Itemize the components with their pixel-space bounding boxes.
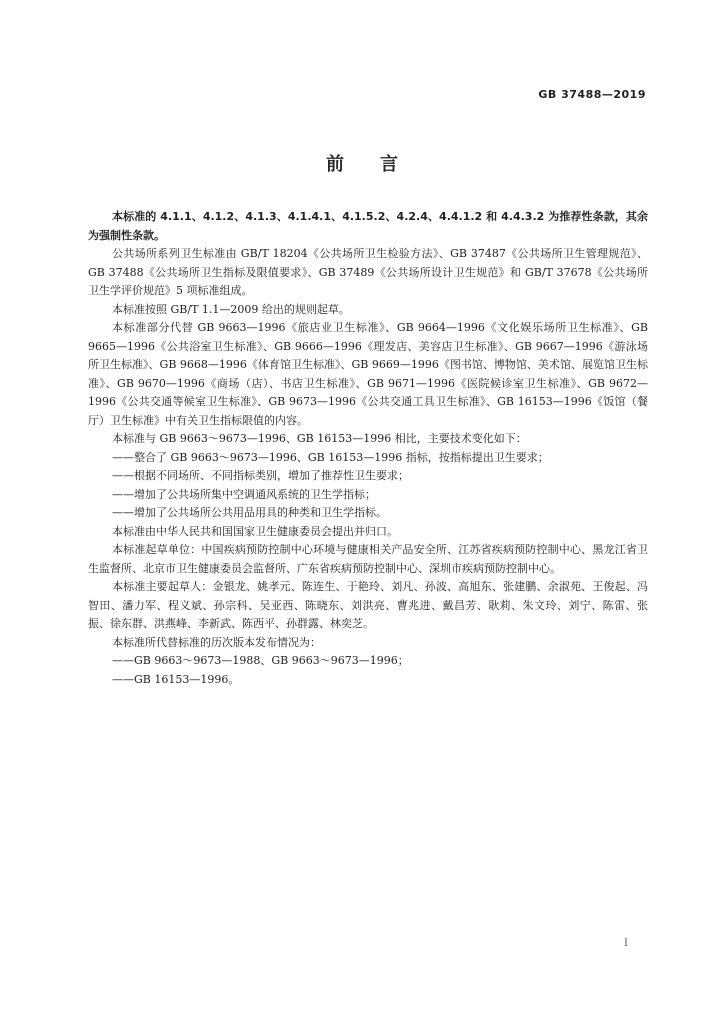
change-item: ——增加了公共场所公共用品用具的种类和卫生学指标。: [112, 506, 387, 519]
foreword-body: [88, 208, 648, 689]
paragraph-replacement: 本标准部分代替 GB 9663—1996《旅店业卫生标准》、GB 9664—1996《文化娱乐场所卫生标准》、GB 9665—1996《公共浴室卫生标准》、GB 9666—1996《理发店、美容店卫生标准》、GB 9667—1996《游泳场所卫生标准》、GB 9668—1996《体育馆卫生标准》、GB 9669—1996《图书馆、博物馆、美术馆、展览馆卫生标准》、GB 9670—1996《商场（店）、书店卫生标准》、GB 9671—1996《医院候诊室卫生标准》、GB 9672—1996《公共交通等候室卫生标准》、GB 9673—1996《公共交通工具卫生标准》、GB 16153—1996《饭馆（餐厅）卫生标准》中有关卫生指标限值的内容。: [88, 321, 648, 427]
paragraph-series-composition: 公共场所系列卫生标准由 GB/T 18204《公共场所卫生检验方法》、GB 37487《公共场所卫生管理规范》、GB 37488《公共场所卫生指标及限值要求》、GB 37489《公共场所设计卫生规范》和 GB/T 37678《公共场所卫生学评价规范》5 项标准组成。: [88, 247, 648, 297]
paragraph-history-intro: 本标准所代替标准的历次版本发布情况为：: [112, 635, 321, 649]
paragraph-drafting-units: 本标准起草单位：中国疾病预防控制中心环境与健康相关产品安全所、江苏省疾病预防控制中心、黑龙江省卫生监督所、北京市卫生健康委员会监督所、广东省疾病预防控制中心、深圳市疾病预防控制中心。: [88, 543, 648, 575]
page-title: 前言: [326, 154, 434, 175]
paragraph-drafters: 本标准主要起草人：金银龙、姚孝元、陈连生、于艳玲、刘凡、孙波、高旭东、张建鹏、余淑苑、王俊起、冯智田、潘力军、程义斌、孙宗科、吴亚西、陈晓东、刘洪亮、曹兆进、戴昌芳、耿莉、朱文玲、刘宁、陈雷、张振、徐东群、洪燕峰、李新武、陈西平、孙群露、林奕芝。: [88, 580, 648, 630]
paragraph-proposer: 本标准由中华人民共和国国家卫生健康委员会提出并归口。: [112, 524, 398, 538]
history-item: ——GB 16153—1996。: [112, 672, 240, 686]
history-item: ——GB 9663～9673—1988、GB 9663～9673—1996；: [112, 654, 409, 667]
paragraph-changes-intro: 本标准与 GB 9663～9673—1996、GB 16153—1996 相比，主要技术变化如下：: [112, 432, 527, 445]
change-item: ——增加了公共场所集中空调通风系统的卫生学指标；: [112, 487, 376, 501]
page-number: I: [624, 938, 628, 949]
change-item: ——根据不同场所、不同指标类别，增加了推荐性卫生要求；: [112, 469, 409, 482]
paragraph-recommended-clauses: 本标准的 4.1.1、4.1.2、4.1.3、4.1.4.1、4.1.5.2、4.2.4、4.4.1.2 和 4.4.3.2 为推荐性条款，其余为强制性条款。: [88, 210, 648, 242]
change-item: ——整合了 GB 9663～9673—1996、GB 16153—1996 指标，按指标提出卫生要求；: [112, 450, 549, 464]
standard-number: GB 37488—2019: [538, 88, 646, 101]
paragraph-drafting-rules: 本标准按照 GB/T 1.1—2009 给出的规则起草。: [112, 302, 350, 316]
